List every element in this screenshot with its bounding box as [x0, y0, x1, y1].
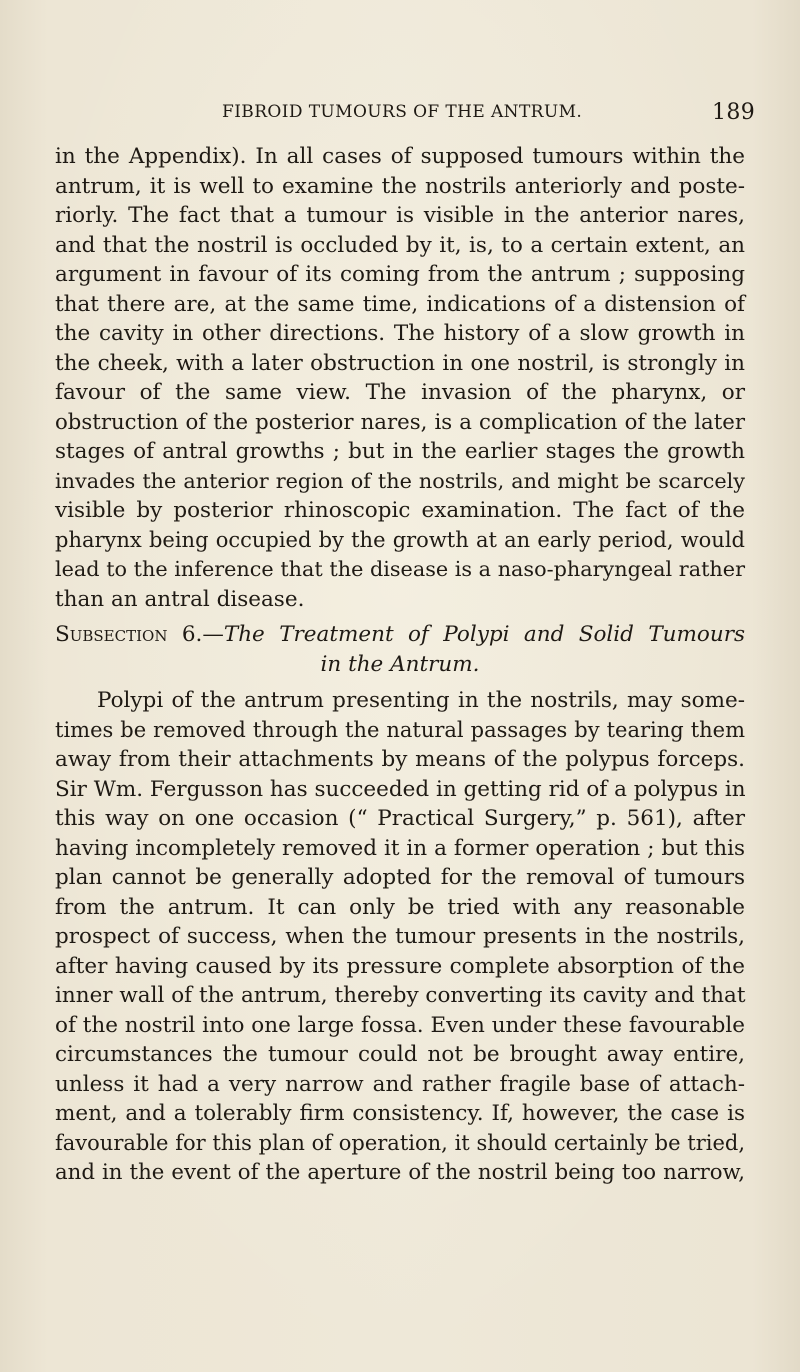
text-line: riorly. The fact that a tumour is visible in the anterior nares, [55, 203, 745, 228]
text-line: obstruction of the posterior nares, is a complication of the later [55, 409, 745, 435]
text-line: away from their attachments by means of the polypus forceps. [55, 747, 745, 772]
text-line: circumstances the tumour could not be brought away entire, [55, 1042, 745, 1067]
text-line: that there are, at the same time, indications of a distension of [55, 291, 745, 317]
text-line: and in the event of the aperture of the nostril being too narrow, [55, 1160, 745, 1185]
text-line: argument in favour of its coming from the antrum ; supposing [55, 262, 745, 287]
text-line: Polypi of the antrum presenting in the nostrils, may some- [97, 688, 745, 713]
subsection-title-continued: in the Antrum. [320, 652, 480, 677]
paragraph-1 [55, 142, 745, 614]
text-line: invades the anterior region of the nostrils, and might be scarcely [55, 468, 745, 493]
text-line: prospect of success, when the tumour presents in the nostrils, [55, 924, 745, 949]
text-line: unless it had a very narrow and rather fragile base of attach- [55, 1071, 745, 1097]
text-line: lead to the inference that the disease is a naso-pharyngeal rather [55, 557, 745, 581]
text-line: stages of antral growths ; but in the earlier stages the growth [55, 439, 745, 464]
text-line: plan cannot be generally adopted for the removal of tumours [55, 865, 745, 890]
text-line: visible by posterior rhinoscopic examination. The fact of the [55, 498, 745, 523]
text-line: favour of the same view. The invasion of the pharynx, or [55, 380, 745, 405]
text-line: antrum, it is well to examine the nostrils anteriorly and poste- [55, 173, 745, 199]
text-line: the cheek, with a later obstruction in one nostril, is strongly in [55, 350, 745, 376]
text-line: favourable for this plan of operation, it should certainly be tried, [55, 1130, 745, 1155]
subsection-heading [55, 620, 745, 650]
body-text [55, 142, 745, 1188]
subsection-label: Subsection 6. [55, 622, 203, 647]
text-line: of the nostril into one large fossa. Even under these favourable [55, 1012, 745, 1038]
running-head-title: FIBROID TUMOURS OF THE ANTRUM. [222, 102, 583, 122]
text-line: pharynx being occupied by the growth at an early period, would [55, 527, 745, 552]
text-line: after having caused by its pressure complete absorption of the [55, 953, 745, 979]
subsection-dash: — [202, 622, 224, 647]
text-line: Sir Wm. Fergusson has succeeded in getting rid of a polypus in [55, 776, 746, 802]
subsection-title: The Treatment of Polypi and Solid Tumours [223, 622, 745, 647]
text-line: ment, and a tolerably firm consistency. If, however, the case is [55, 1101, 745, 1126]
text-line: having incompletely removed it in a former operation ; but this [55, 835, 745, 861]
text-line: inner wall of the antrum, thereby converting its cavity and that [55, 983, 746, 1008]
text-line: from the antrum. It can only be tried with any reasonable [55, 894, 745, 920]
text-line: and that the nostril is occluded by it, is, to a certain extent, an [55, 232, 745, 258]
text-line: than an antral disease. [55, 586, 305, 612]
text-line: the cavity in other directions. The history of a slow growth in [55, 321, 745, 346]
page-number: 189 [712, 100, 756, 125]
text-line: in the Appendix). In all cases of supposed tumours within the [55, 144, 745, 169]
running-head [222, 100, 756, 125]
paragraph-2 [55, 686, 745, 1188]
text-line: times be removed through the natural passages by tearing them [55, 717, 745, 742]
text-line: this way on one occasion (“ Practical Surgery,” p. 561), after [55, 806, 745, 831]
